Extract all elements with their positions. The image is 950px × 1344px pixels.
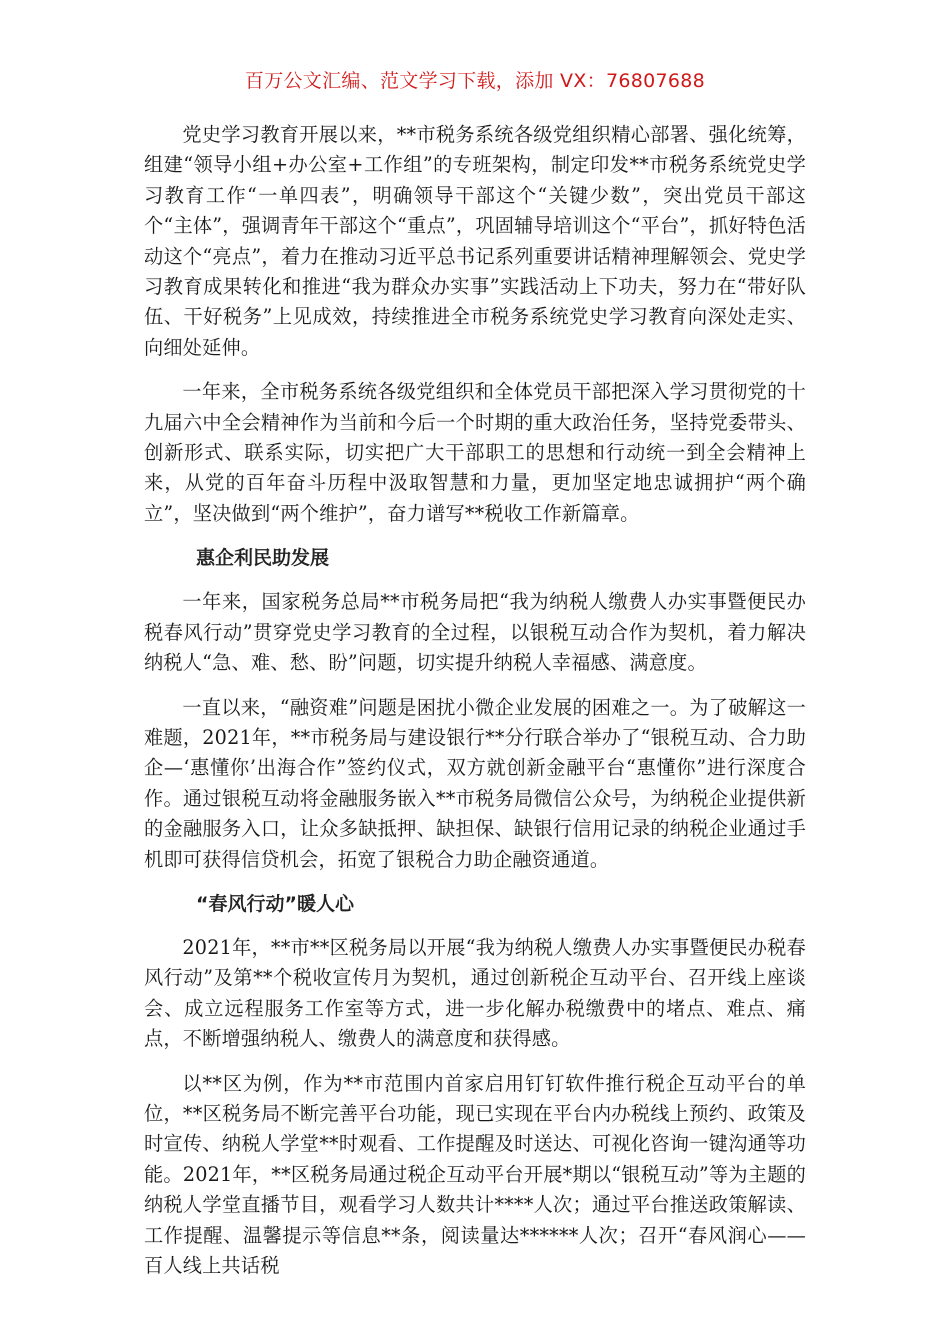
section2-paragraph-1: 2021年，**市**区税务局以开展“我为纳税人缴费人办实事暨便民办税春风行动”及第**个税收宣传月为契机，通过创新税企互动平台、召开线上座谈会、成立远程服务工作室等方式，进一步化解办税缴费中的堵点、难点、痛点，不断增强纳税人、缴费人的满意度和获得感。 — [144, 935, 806, 1051]
intro-paragraph-2: 一年来，全市税务系统各级党组织和全体党员干部把深入学习贯彻党的十九届六中全会精神作为当前和今后一个时期的重大政治任务，坚持党委带头、创新形式、联系实际，切实把广大干部职工的思想和行动统一到全会精神上来，从党的百年奋斗历程中汲取智慧和力量，更加坚定地忠诚拥护“两个确立”，坚决做到“两个维护”，奋力谱写**税收工作新篇章。 — [144, 380, 806, 525]
section-heading: “春风行动”暖人心 — [196, 892, 354, 915]
intro-paragraph-1: 党史学习教育开展以来，**市税务系统各级党组织精心部署、强化统筹，组建“领导小组+办公室+工作组”的专班架构，制定印发**市税务系统党史学习教育工作“一单四表”，明确领导干部这个“关键少数”，突出党员干部这个“主体”，强调青年干部这个“重点”，巩固辅导培训这个“平台”，抓好特色活动这个“亮点”，着力在推动习近平总书记系列重要讲话精神理解领会、党史学习教育成果转化和推进“我为群众办实事”实践活动上下功夫，努力在“带好队伍、干好税务”上见成效，持续推进全市税务系统党史学习教育向深处走实、向细处延伸。 — [144, 123, 806, 359]
page-header-banner: 百万公文汇编、范文学习下载，添加 VX：76807688 — [244, 70, 706, 92]
document-body — [144, 120, 806, 1295]
section-heading: 惠企利民助发展 — [196, 547, 330, 570]
section1-paragraph-1: 一年来，国家税务总局**市税务局把“我为纳税人缴费人办实事暨便民办税春风行动”贯穿党史学习教育的全过程，以银税互动合作为契机，着力解决纳税人“急、难、愁、盼”问题，切实提升纳税人幸福感、满意度。 — [144, 590, 806, 675]
section2-paragraph-2: 以**区为例，作为**市范围内首家启用钉钉软件推行税企互动平台的单位，**区税务局不断完善平台功能，现已实现在平台内办税线上预约、政策及时宣传、纳税人学堂**时观看、工作提醒及时送达、可视化咨询一键沟通等功能。2021年，**区税务局通过税企互动平台开展*期以“银税互动”等为主题的纳税人学堂直播节目，观看学习人数共计****人次；通过平台推送政策解读、工作提醒、温馨提示等信息**条，阅读量达******人次；召开“春风润心——百人线上共话税 — [144, 1071, 806, 1277]
section1-paragraph-2: 一直以来，“融资难”问题是困扰小微企业发展的困难之一。为了破解这一难题，2021年，**市税务局与建设银行**分行联合举办了“银税互动、合力助企—‘惠懂你’出海合作”签约仪式，双方就创新金融平台“惠懂你”进行深度合作。通过银税互动将金融服务嵌入**市税务局微信公众号，为纳税企业提供新的金融服务入口，让众多缺抵押、缺担保、缺银行信用记录的纳税企业通过手机即可获得信贷机会，拓宽了银税合力助企融资通道。 — [144, 695, 806, 871]
